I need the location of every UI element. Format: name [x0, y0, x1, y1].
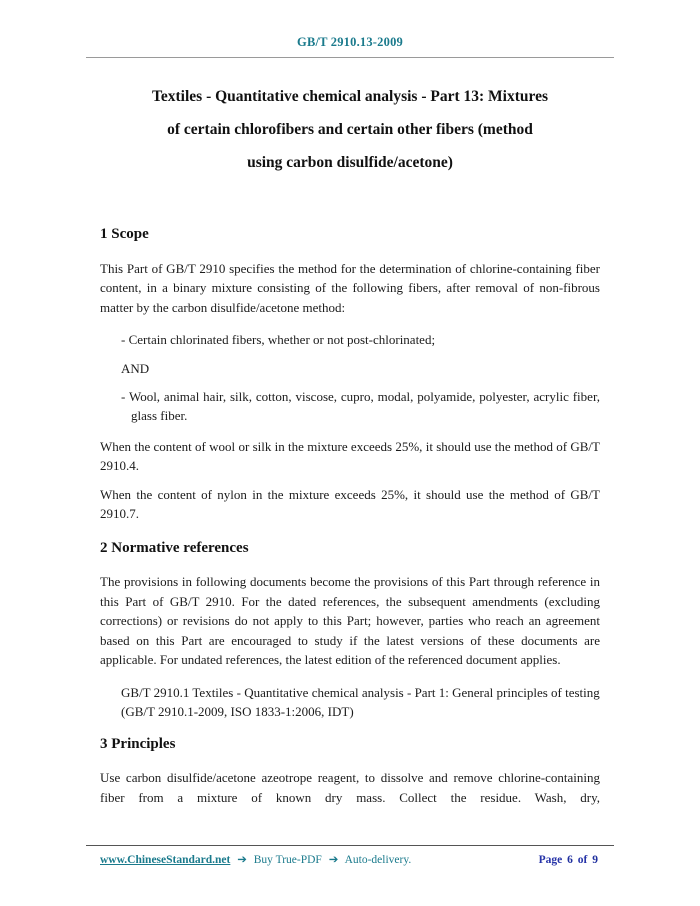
reference-entry: GB/T 2910.1 Textiles - Quantitative chemical analysis - Part 1: General principles of testing (GB/T 2910.1-2009, ISO 1833-1:2006, IDT) — [121, 684, 600, 719]
section-heading-principles: 3 Principles — [100, 736, 176, 753]
section-heading-scope: 1 Scope — [100, 226, 149, 242]
scope-note-wool-paragraph: When the content of wool or silk in the mixture exceeds 25%, it should use the method of GB/T 2910.4. — [100, 438, 600, 474]
page-current-number: 6 — [567, 854, 573, 866]
footer-links — [100, 852, 411, 866]
page-header — [0, 35, 700, 50]
scope-note-nylon-paragraph: When the content of nylon in the mixture exceeds 25%, it should use the method of GB/T 2910.7. — [100, 486, 600, 522]
title-line-2: of certain chlorofibers and certain other fibers (method — [167, 121, 533, 138]
scope-intro-paragraph: This Part of GB/T 2910 specifies the method for the determination of chlorine-containing fiber content, in a binary mixture consisting of the following fibers, after removal of non-fibrous matter by the carbon disulfide/acetone method: — [100, 261, 600, 315]
scope-list-item-other-fibers: - Wool, animal hair, silk, cotton, viscose, cupro, modal, polyamide, polyester, acrylic fiber, glass fiber. — [121, 389, 600, 424]
normative-references-paragraph: The provisions in following documents become the provisions of this Part through reference in this Part of GB/T 2910. For the dated references, the subsequent amendments (excluding corrections) or revisions do not apply to this Part; however, parties who reach an agreement based on this Part are encouraged to study if the latest versions of these documents are applicable. For undated references, the latest edition of the referenced document applies. — [100, 574, 600, 668]
title-line-1: Textiles - Quantitative chemical analysis - Part 13: Mixtures — [151, 88, 549, 105]
title-line-3: using carbon disulfide/acetone) — [247, 154, 453, 171]
header-divider — [86, 57, 614, 58]
footer-divider — [86, 845, 614, 846]
footer-auto-delivery-label: Auto-delivery. — [344, 854, 412, 866]
section-heading-normative-references: 2 Normative references — [100, 540, 249, 557]
principles-paragraph: Use carbon disulfide/acetone azeotrope reagent, to dissolve and remove chlorine-containing fiber from a mixture of known dry mass. Collect the residue. Wash, dry, — [100, 770, 600, 805]
scope-list-item-and: AND — [121, 360, 150, 376]
page-total-number: 9 — [592, 854, 598, 866]
page-of-label: of — [577, 854, 588, 866]
chinesestandard-link[interactable]: www.ChineseStandard.net — [100, 854, 231, 866]
document-content — [100, 70, 600, 807]
arrow-icon: ➔ — [328, 854, 339, 866]
footer-buy-truepdf-label: Buy True-PDF — [253, 854, 322, 866]
document-title — [100, 80, 600, 179]
page-label: Page — [538, 854, 563, 866]
standard-code: GB/T 2910.13-2009 — [297, 35, 403, 49]
page-footer — [100, 852, 600, 866]
scope-list-item-chlorinated: - Certain chlorinated fibers, whether or not post-chlorinated; — [121, 332, 436, 348]
page-indicator — [539, 854, 600, 866]
arrow-icon: ➔ — [237, 854, 247, 866]
